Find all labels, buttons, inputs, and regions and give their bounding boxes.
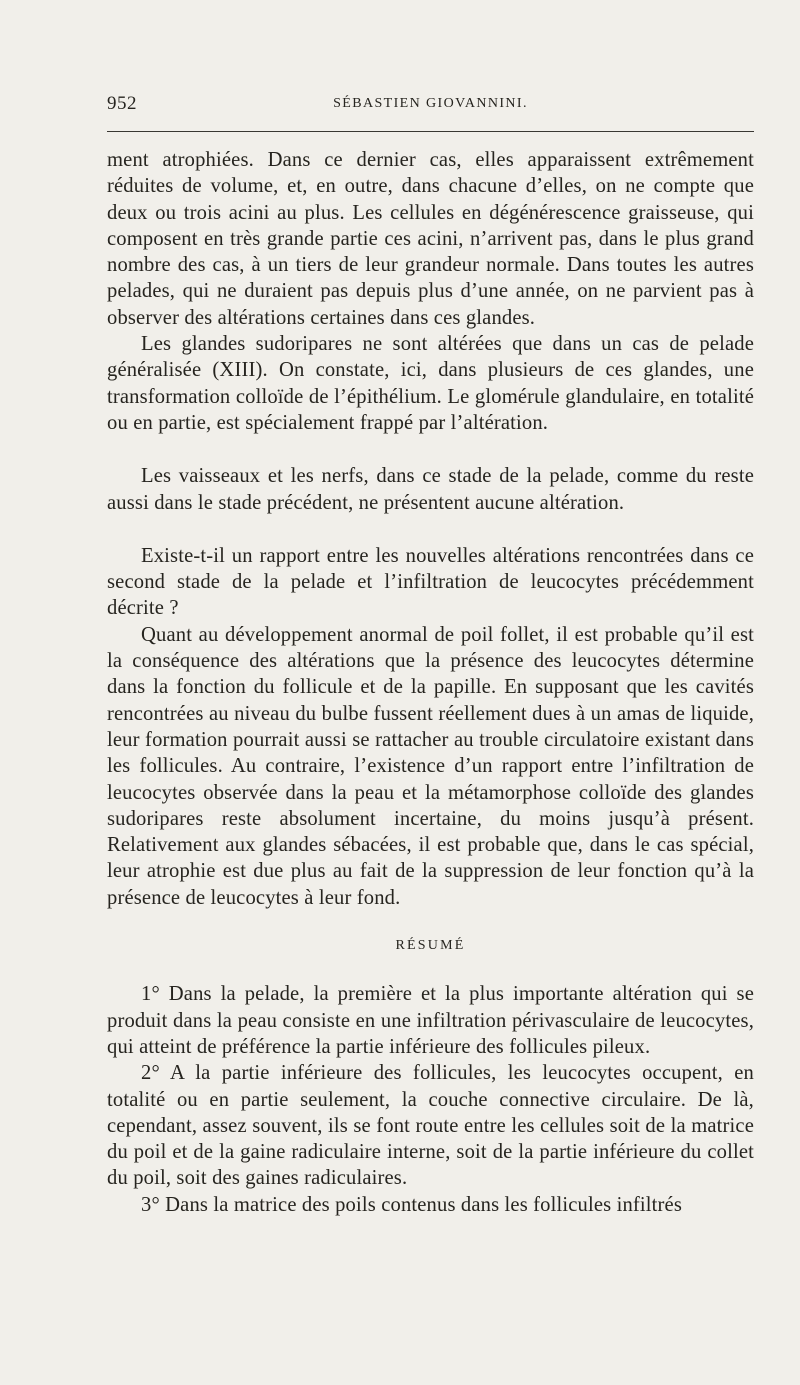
paragraph-gap	[107, 516, 754, 543]
paragraph: Existe-t-il un rapport entre les nouvelles altérations rencontrées dans ce second stade de la pelade et l’infiltration de leucocytes précédemment décrite ?	[107, 544, 754, 620]
page-number: 952	[107, 93, 137, 114]
summary-item: 3° Dans la matrice des poils contenus dans les follicules infiltrés	[141, 1193, 683, 1216]
body-text	[107, 147, 754, 1218]
paragraph: Quant au développement anormal de poil follet, il est probable qu’il est la conséquence des altérations que la présence des leucocytes détermine dans la fonction du follicule et de la papille. En supposant que les cavités rencontrées au niveau du bulbe fussent réellement dues à un amas de liquide, leur formation pourrait aussi se rattacher au trouble circulatoire existant dans les follicules. Au contraire, l’existence d’un rapport entre l’infiltration de leucocytes observée dans la peau et la métamorphose colloïde des glandes sudoripares reste absolument incertaine, du moins jusqu’à présent. Relativement aux glandes sébacées, il est probable que, dans le cas spécial, leur atrophie est due plus au fait de la suppression de leur fonction qu’à la présence de leucocytes à leur fond.	[107, 623, 754, 909]
summary-item: 1° Dans la pelade, la première et la plus importante altération qui se produit dans la peau consiste en une infiltration périvasculaire de leucocytes, qui atteint de préférence la partie inférieure des follicules pileux.	[107, 983, 754, 1058]
summary-item: 2° A la partie inférieure des follicules, les leucocytes occupent, en totalité ou en partie seulement, la couche connective circulaire. De là, cependant, assez souvent, ils se font route entre les cellules soit de la matrice du poil et de la gaine radiculaire interne, soit de la partie inférieure du collet du poil, soit des gaines radiculaires.	[107, 1062, 754, 1190]
header-rule	[107, 131, 754, 132]
paragraph: Les vaisseaux et les nerfs, dans ce stade de la pelade, comme du reste aussi dans le stade précédent, ne présentent aucune altération.	[107, 465, 754, 514]
section-title: RÉSUMÉ	[395, 938, 466, 954]
paragraph: ment atrophiées. Dans ce dernier cas, elles apparaissent extrêmement réduites de volume, et, en outre, dans chacune d’elles, on ne compte que deux ou trois acini au plus. Les cellules en dégénérescence graisseuse, qui composent en très grande partie ces acini, n’arrivent pas, dans le plus grand nombre des cas, à un tiers de leur grandeur normale. Dans toutes les autres pelades, qui ne duraient pas depuis plus d’une année, on ne parvient pas à observer des altérations certaines dans ces glandes.	[107, 149, 754, 329]
running-head: SÉBASTIEN GIOVANNINI.	[333, 96, 528, 111]
page-header	[107, 93, 754, 115]
paragraph-gap	[107, 436, 754, 463]
paragraph: Les glandes sudoripares ne sont altérées que dans un cas de pelade généralisée (XIII). On constate, ici, dans plusieurs de ces glandes, une transformation colloïde de l’épithélium. Le glomérule glandulaire, en totalité ou en partie, est spécialement frappé par l’altération.	[107, 333, 754, 434]
